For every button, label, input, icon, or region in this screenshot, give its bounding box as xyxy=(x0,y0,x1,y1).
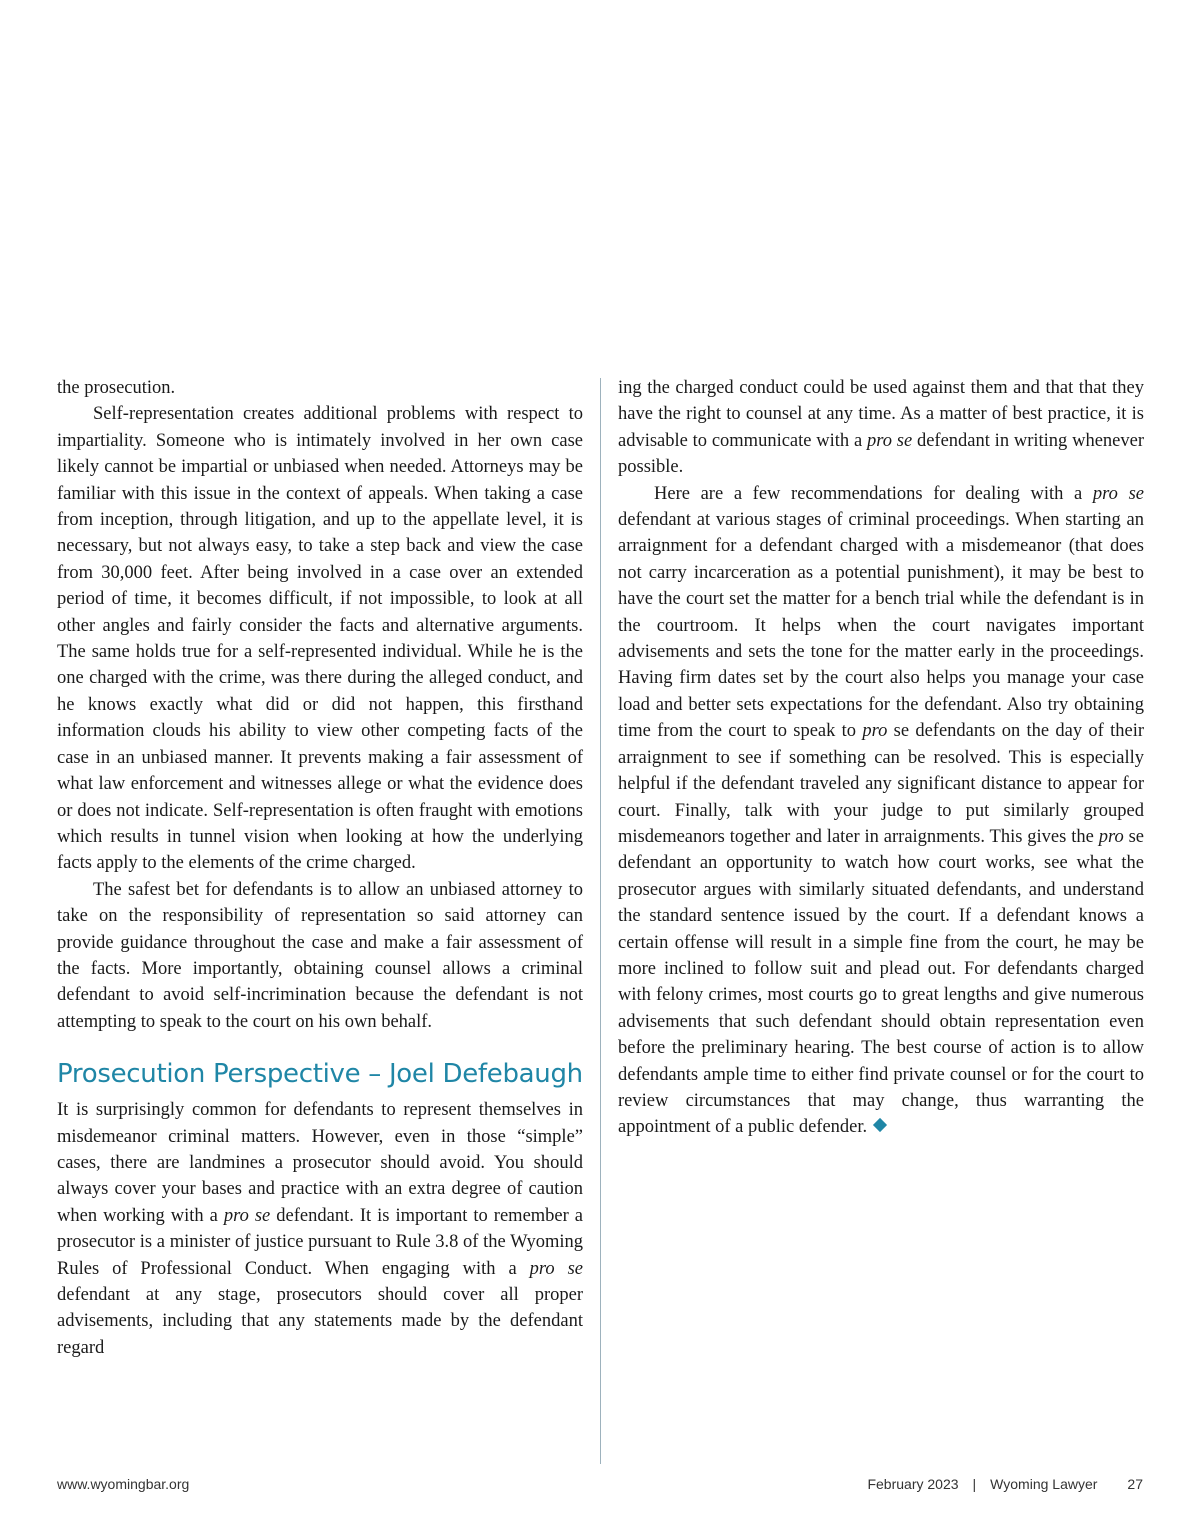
paragraph xyxy=(618,481,1144,1141)
italic-term: pro se xyxy=(866,430,913,451)
italic-term: pro se xyxy=(223,1205,271,1226)
italic-term: pro xyxy=(862,721,888,742)
column-divider xyxy=(600,378,601,1464)
italic-term: pro se xyxy=(529,1258,583,1279)
paragraph: the prosecution. xyxy=(57,378,176,398)
diamond-icon xyxy=(873,1118,887,1132)
article-column-right xyxy=(618,375,1144,1141)
publication-name: Wyoming Lawyer xyxy=(990,1476,1098,1492)
paragraph: The safest bet for defendants is to allow an unbiased attorney to take on the responsibility of representation so said attorney can provide guidance throughout the case and make a fair assessment of the facts. More importantly, obtaining counsel allows a criminal defendant to avoid self-incrimination because the defendant is not attempting to speak to the court on his own behalf. xyxy=(57,879,583,1032)
website-link[interactable]: www.wyomingbar.org xyxy=(57,1476,190,1492)
paragraph xyxy=(57,1097,583,1361)
italic-term: pro se xyxy=(1092,483,1144,504)
text-run: defendant at various stages of criminal proceedings. When starting an arraignment for a defendant charged with a misdemeanor (that does not carry incarceration as a potential punishment), it may be best to have the court set the matter for a bench trial while the defendant is in the courtroom. It helps when the court navigates important advisements and sets the tone for the matter early in the proceedings. Having firm dates set by the court also helps you manage your case load and better sets expectations for the defendant. Also try obtaining time from the court to speak to xyxy=(618,510,1144,742)
footer-separator: | xyxy=(972,1476,977,1492)
article-column-left xyxy=(57,375,583,1361)
section-heading: Prosecution Perspective – Joel Defebaugh xyxy=(57,1059,583,1090)
page-footer xyxy=(57,1476,1143,1496)
text-run: se defendant an opportunity to watch how court works, see what the prosecutor argues with similarly situated defendants, and understand the standard sentence issued by the court. If a defendant knows a certain offense will result in a simple fine from the court, he may be more inclined to follow suit and plead out. For defendants charged with felony crimes, most courts go to great lengths and give numerous advisements that such defendant should obtain representation even before the preliminary hearing. The best course of action is to allow defendants ample time to either find private counsel or for the court to review circumstances that may change, thus warranting the appointment of a public defender. xyxy=(618,826,1144,1138)
italic-term: pro xyxy=(1098,826,1124,847)
issue-date: February 2023 xyxy=(867,1476,959,1492)
text-run: defendant at any stage, prosecutors should cover all proper advisements, including that any statements made by the defendant regard xyxy=(57,1285,583,1358)
footer-right xyxy=(867,1476,1143,1492)
page-number: 27 xyxy=(1127,1476,1143,1492)
text-run: Here are a few recommendations for dealing with a xyxy=(654,483,1093,504)
paragraph xyxy=(618,375,1144,481)
paragraph: Self-representation creates additional problems with respect to impartiality. Someone who is intimately involved in her own case likely cannot be impartial or unbiased when needed. Attorneys may be familiar with this issue in the context of appeals. When taking a case from inception, through litigation, and up to the appellate level, it is necessary, but not always easy, to take a step back and view the case from 30,000 feet. After being involved in a case over an extended period of time, it becomes difficult, if not impossible, to look at all other angles and fairly consider the facts and alternative arguments. The same holds true for a self-represented individual. While he is the one charged with the crime, was there during the alleged conduct, and he knows exactly what did or did not happen, this firsthand information clouds his ability to view other competing facts of the case in an unbiased manner. It prevents making a fair assessment of what law enforcement and witnesses allege or what the evidence does or does not indicate. Self-representation is often fraught with emotions which results in tunnel vision when looking at how the underlying facts apply to the elements of the crime charged. xyxy=(57,404,583,874)
text-run: ing the charged conduct could be used against them and that that they have the right to counsel at any time. As a matter of best practice, it is advisable to communicate with a xyxy=(618,378,1144,451)
text-run: It is surprisingly common for defendants to represent themselves in misdemeanor criminal matters. However, even in those “simple” cases, there are landmines a prosecutor should avoid. You should always cover your bases and practice with an extra degree of caution when working with a xyxy=(57,1100,583,1226)
text-run: defendant. It is important to remember a prosecutor is a minister of justice pursuant to Rule 3.8 of the Wyoming Rules of Professional Conduct. When engaging with a xyxy=(57,1205,583,1279)
text-run: defendant in writing whenever possible. xyxy=(618,430,1144,478)
text-run: se defendants on the day of their arraignment to see if something can be resolved. This is especially helpful if the defendant traveled any significant distance to appear for court. Finally, talk with your judge to put similarly grouped misdemeanors together and later in arraignments. This gives the xyxy=(618,721,1145,847)
